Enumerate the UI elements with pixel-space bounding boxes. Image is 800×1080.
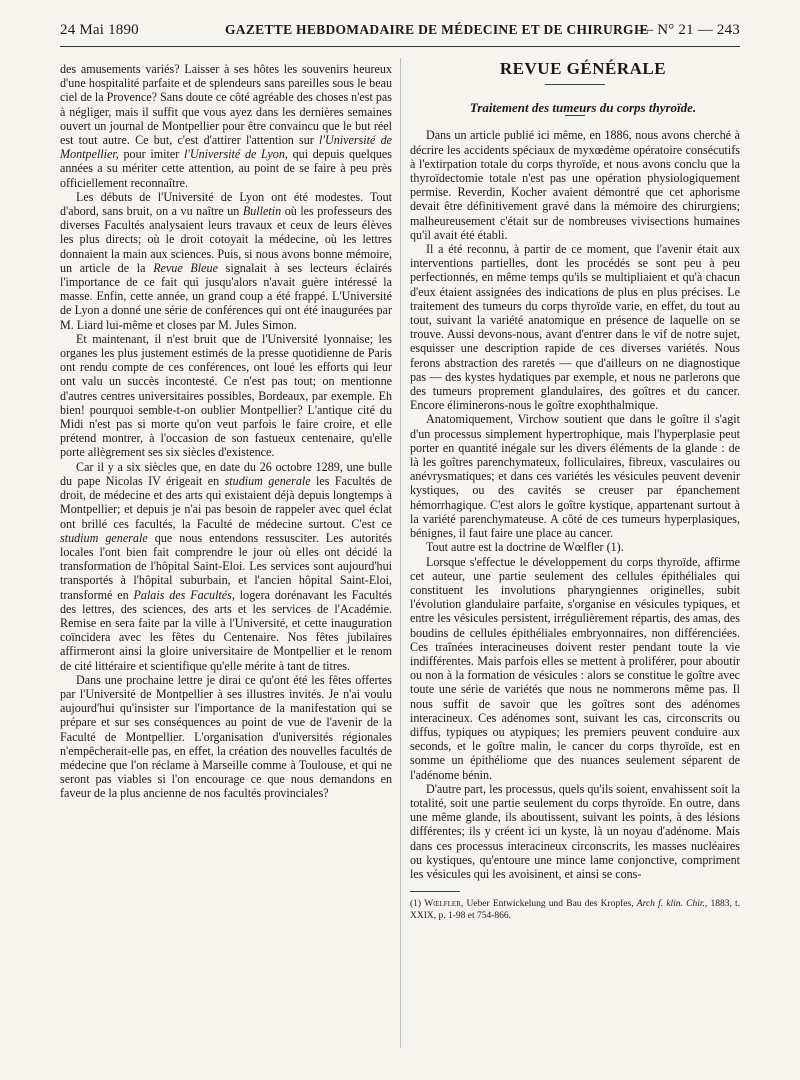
page-number: 243 — [716, 22, 740, 38]
paragraph: Anatomiquement, Virchow soutient que dans le goître il s'agit d'un processus simplement hypertrophique, mais l'hyperplasie peut porter en quantité inégale sur les divers éléments de la glande : de là les goîtres parenchymateux, folliculaires, fibreux, vasculaires ou anévrysmatiques; et dans ces variétés les vésicules peuvent devenir kystiques, ou des cavités se creuser par épanchement hémorrhagique. C'est alors le goître kystique, appartenant surtout à la variété parenchymateuse. A côté de ces tumeurs hyperplasiques, bénignes, il faut faire une place au cancer. — [410, 412, 740, 541]
title-rule-small — [565, 115, 585, 116]
italic-text: Revue Bleue — [153, 260, 218, 275]
paragraph: Lorsque s'effectue le développement du corps thyroïde, affirme cet auteur, une partie seulement des cellules épithéliales qui constituent les involutions pharyngiennes originelles, subit l'évolution glandulaire parfaite, s'organise en vésicules typiques, et entre les vésicules persistent, irrégulièrement répartis, des amas, des boudins de cellules épithéliales embryonnaires, non différenciées. Ces traînées interacineuses doivent rester pendant toute la vie indifférentes. Mais parfois elles se mettent à proliférer, pour aboutir ou non à la formation de vésicules : alors se constitue le goître avec toute une série de variétés que nous ne nommerons même pas. Il nous suffit de savoir que les goîtres sont des adénomes interacineux. Ces adénomes sont, suivant les cas, circonscrits ou diffus, typiques ou atypiques; les premiers peuvent conduire aux seconds, et le goître malin, le cancer du corps thyroïde, est en somme un épithéliome que des nuances seulement séparent de l'adénome bénin. — [410, 554, 740, 782]
issue-date: 24 Mai 1890 — [60, 22, 139, 38]
running-header — [60, 20, 740, 47]
footnote-journal: Arch f. klin. Chir., — [636, 899, 708, 910]
italic-text: Bulletin — [242, 204, 282, 219]
paragraph: Il a été reconnu, à partir de ce moment, que l'avenir était aux interventions partielles, dont les procédés se sont peu à peu perfectionnés, en même temps qu'ils se multipliaient et qu'à chacun d'eux étaient assignées des indications de plus en plus précises. Le traitement des tumeurs du corps thyroïde varie, en effet, du tout au tout, suivant la variété anatomique en présence de laquelle on se trouve. Aussi devons-nous, avant d'entrer dans le vif de notre sujet, esquisser une description rapide de ces diverses variétés. Nous ferons abstraction des raretés — que d'ailleurs on ne diagnostique pas — des kystes hydatiques par exemple, et nous ne parlerons que des tumeurs proprement glandulaires, des goîtres et du cancer. Encore éliminerons-nous le goître exophthalmique. — [410, 242, 740, 413]
italic-text: studium generale — [224, 473, 311, 488]
article-title: Traitement des tumeurs du corps thyroïde. — [469, 100, 697, 116]
italic-text: Palais des Facultés, — [133, 587, 235, 602]
footnote: (1) Wœlfler, Ueber Entwickelung und Bau des Kropfes, Arch f. klin. Chir., 1883, t. XXIX, p. 1-98 et 754-866. — [410, 899, 741, 922]
paragraph: Et maintenant, il n'est bruit que de l'Université lyonnaise; les organes les plus justement estimés de la presse quotidienne de Paris ont rendu compte de ces conférences, ont loué les efforts qui leur ont valu un succès incontesté. Ce n'est pas tout; on mentionne d'autres centres universitaires possibles, Bordeaux, par exemple. Eh bien! pourquoi semble-t-on oublier Montpellier? L'antique cité du Midi n'est pas si morte qu'on veut parfois le faire croire, et elle prétend montrer, à l'occasion de son fastueux centenaire, qu'elle porte allègrement ses six siècles d'existence. — [60, 331, 392, 460]
issue-number: — N° 21 — — [638, 22, 713, 38]
left-column — [60, 62, 392, 801]
italic-text: studium generale — [60, 530, 148, 545]
title-rule — [545, 84, 605, 85]
column-divider — [400, 58, 401, 1048]
paragraph: Car il y a six siècles que, en date du 26 octobre 1289, une bulle du pape Nicolas IV érigeait en studium generale les Facultés de droit, de médecine et des arts qui existaient déjà depuis longtemps à Montpellier; et depuis je n'ai pas besoin de rappeler avec quel éclat ont brillé ces facultés, la Faculté de médecine surtout. C'est ce studium generale que nous entendons ressusciter. Les autorités locales l'ont bien fait comprendre le jour où elles ont décidé la transformation de l'hôpital Saint-Eloi. Les services sont aujourd'hui transportés à l'hôpital suburbain, et l'ancien hôpital Saint-Eloi, transformé en Palais des Facultés, logera dorénavant les Facultés des lettres, des sciences, des arts et les services de l'Académie. Remise en sera faite par la ville à l'Université, et cette inauguration coïncidera avec les fêtes du Centenaire. Nos fêtes jubilaires affirmeront ainsi la gloire universitaire de Montpellier et le renom de cité littéraire et scientifique qu'elle mérite à tant de titres. — [60, 459, 393, 673]
paragraph: Dans un article publié ici même, en 1886, nous avons cherché à décrire les accidents spéciaux de myxœdème opératoire consécutifs à l'extirpation totale du corps thyroïde, et nous avons conclu que la thyroïdectomie totale n'est pas une opération physiologiquement permise. Reverdin, Kocher avaient démontré que cet aphorisme devait être définitivement gravé dans la mémoire des chirurgiens; malheureusement c'était sur de nombreuses vivisections humaines qu'il avait été établi. — [410, 128, 740, 242]
paragraph: Les débuts de l'Université de Lyon ont été modestes. Tout d'abord, sans bruit, on a vu naître un Bulletin où les professeurs des diverses Facultés analysaient leurs travaux et ceux de leurs élèves les plus directs; où le droit cotoyait la médecine, où les lettres donnaient la main aux sciences. Puis, si nous avons bonne mémoire, un article de la Revue Bleue signalait à ses lecteurs éclairés l'importance de ce fait qui jusqu'alors n'avait guère intéressé la masse. Enfin, cette année, un grand coup a été frappé. L'Université de Lyon a donné une série de conférences qui ont été inaugurées par M. Liard lui-même et closes par M. Jules Simon. — [60, 189, 393, 332]
section-title: REVUE GÉNÉRALE — [499, 59, 667, 78]
italic-text: l'Université de Montpellier, — [60, 133, 392, 162]
issue-number-page — [638, 22, 740, 39]
paragraph: Dans une prochaine lettre je dirai ce qu'ont été les fêtes offertes par l'Université de Montpellier à ses illustres invités. Je n'ai voulu aujourd'hui qu'insister sur l'importance de la manifestation qui se prépare et sur ses conséquences au point de vue de l'avenir de la Faculté de Montpellier. L'organisation d'universités régionales n'empêcherait-elle pas, en effet, la création des nouvelles facultés de médecine que l'on réclame à Marseille comme à Toulouse, et qui ne seront pas viables si l'on encourage ce que nous demandons en faveur de la plus ancienne de nos facultés provinciales? — [60, 672, 392, 801]
journal-title: GAZETTE HEBDOMADAIRE DE MÉDECINE ET DE CHIRURGIE — [225, 22, 649, 37]
right-column — [410, 59, 741, 922]
footnote-author: Wœlfler, — [424, 899, 464, 910]
footnote-rule — [410, 891, 460, 892]
paragraph: Tout autre est la doctrine de Wœlfler (1). — [426, 540, 624, 555]
paragraph: D'autre part, les processus, quels qu'ils soient, envahissent soit la totalité, soit une partie seulement du corps thyroïde. En outre, dans une même glande, ils aboutissent, suivant les points, à des lésions différentes; ils y créent ici un kyste, là un noyau d'adénome. Mais dans ces processus interacineux circonscrits, les masses nucléaires ou kystiques, qu'entoure une mince lame conjonctive, compriment les vésicules qui les avoisinent, et ainsi se cons- — [410, 781, 740, 881]
italic-text: l'Université de Lyon, — [183, 147, 288, 162]
paragraph: des amusements variés? Laisser à ses hôtes les souvenirs heureux d'une hospitalité parfaite et de splendeurs sans pareilles sous le beau ciel de la Provence? Sans doute ce côté agréable des choses n'est pas à négliger, mais il suffit que vous ayez dans les dernières semaines ouvert un journal de Montpellier pour être convaincu que le but réel est tout autre. Ce but, c'est d'attirer l'attention sur l'Université de Montpellier, pour imiter l'Université de Lyon, qui depuis quelques années a su mériter cette attention, au point de se faire à peu près officiellement reconnaître. — [60, 62, 393, 190]
